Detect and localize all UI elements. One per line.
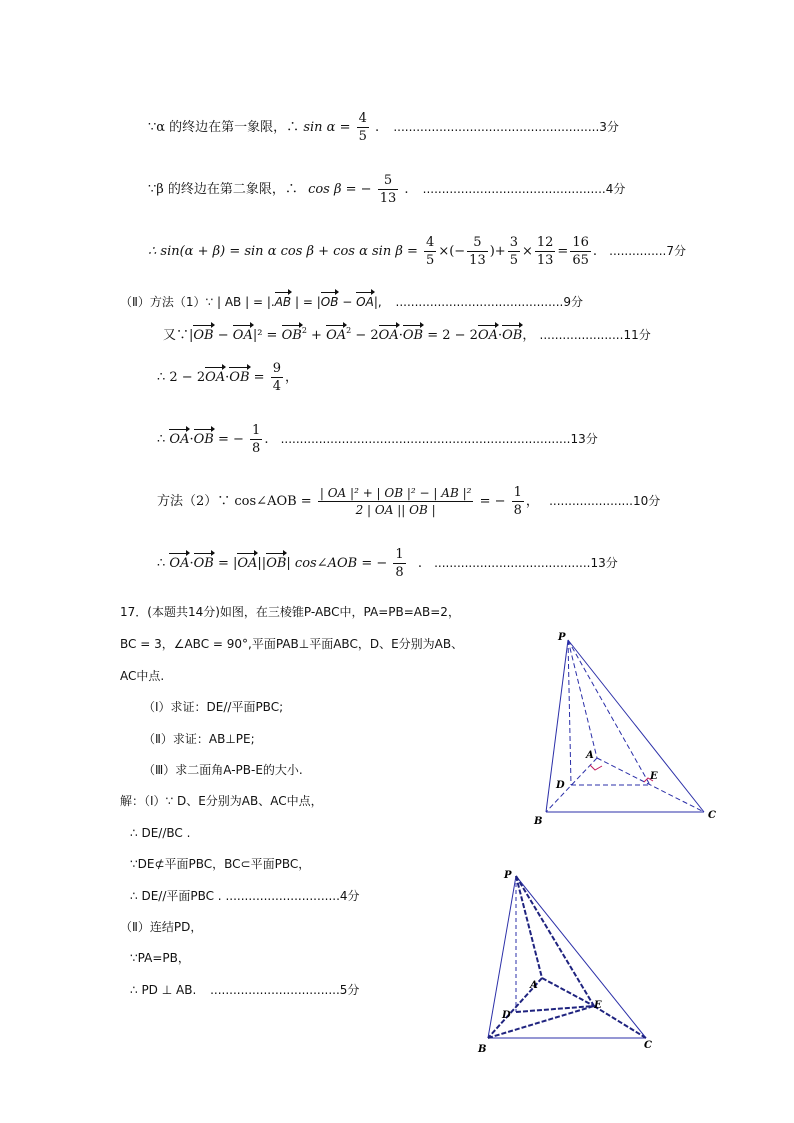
label-c: C: [708, 810, 716, 821]
method1-line4: ∴ OA·OB = − $\frac{1}{8}$ . ............................................................................13分: [157, 423, 598, 456]
problem17-q3: （Ⅲ）求二面角A-PB-E的大小.: [143, 763, 303, 777]
dot-leader: ................................................: [422, 182, 606, 196]
problem17-line1: 17．(本题共14分)如图，在三棱锥P-ABC中，PA=PB=AB=2，: [120, 605, 460, 619]
vector-ab: AB: [274, 295, 292, 309]
score: 7分: [666, 244, 687, 258]
solution-line-cos-beta: ∵β 的终边在第二象限，∴ cos β = − $\frac{5}{13}$ . ................................................4分: [148, 173, 626, 206]
dot-leader: ......................: [539, 328, 624, 342]
score: 10分: [633, 494, 661, 508]
label-c: C: [644, 1040, 652, 1051]
label-b: B: [534, 816, 543, 827]
score: 5分: [339, 983, 360, 997]
label-e: E: [650, 771, 658, 782]
score: 9分: [563, 295, 583, 309]
score: 4分: [339, 889, 360, 903]
sin-expr: sin α =: [303, 120, 351, 135]
solution17-s5: （Ⅱ）连结PD，: [120, 920, 203, 934]
dot-leader: ............................................................................: [280, 432, 571, 446]
tetrahedron-figure-2: [470, 866, 670, 1056]
method2-line2: ∴ OA·OB = |OA||OB| cos∠AOB = − $\frac{1}{8}$ . .........................................13分: [157, 547, 618, 580]
dot-leader: .........................................: [434, 556, 591, 570]
dot-leader: ......................................................: [393, 120, 600, 134]
solution17-s4: ∴ DE//平面PBC . ..............................4分: [130, 889, 360, 903]
problem17-q2: （Ⅱ）求证：AB⊥PE;: [143, 732, 255, 746]
label-d: D: [556, 780, 565, 791]
label-a: A: [586, 750, 594, 761]
score: 11分: [623, 328, 651, 342]
cond-text: ∵α 的终边在第一象限，∴: [148, 120, 300, 135]
edge-pd: [568, 640, 571, 785]
edge-ec: [594, 1006, 646, 1038]
solution17-s3: ∵DE⊄平面PBC，BC⊂平面PBC，: [130, 857, 311, 871]
method1-line1: （Ⅱ）方法（1）∵ | AB | = |.AB | = |OB − OA|, ............................................9分: [120, 295, 583, 309]
label-p: P: [558, 632, 566, 643]
dot-leader: ......................: [549, 494, 633, 508]
edge-pa: [516, 876, 542, 978]
score: 13分: [590, 556, 618, 570]
method1-line3: ∴ 2 − 2OA·OB = $\frac{9}{4}$ ，: [157, 361, 298, 394]
solution-line-sin-alpha: ∵α 的终边在第一象限，∴ sin α = $\frac{4}{5}$ . ......................................................3分: [148, 111, 619, 144]
method1-line2: 又∵|OB − $OA|^2 = OB^2 + OA^2 - 2OA\cdot OB = 2 - 2OA\cdot OB$， ......................11分: [163, 326, 651, 343]
method2-line1: 方法（2）∵ cos∠AOB = $\frac{\text{| OA |² + | OB |² − | AB |²}}{2 | OA || OB |}$ = − $\frac{1}{8}$ ， ......................10分: [157, 485, 661, 518]
problem17-q1: （Ⅰ）求证：DE//平面PBC;: [143, 700, 284, 714]
edge-pc: [568, 640, 704, 812]
right-angle-mark: [590, 765, 602, 770]
dot-leader: ...............: [609, 244, 667, 258]
dot-leader: ..................................: [210, 983, 340, 997]
fraction: $\frac{5}{13}$: [379, 173, 397, 206]
label-e: E: [594, 1000, 602, 1011]
fraction: $\frac{4}{5}$: [358, 111, 367, 144]
edge-pe: [516, 876, 594, 1006]
label-b: B: [478, 1044, 487, 1055]
score: 13分: [570, 432, 598, 446]
score: 3分: [599, 120, 619, 134]
label-d: D: [502, 1010, 511, 1021]
problem17-line2: BC = 3，∠ABC = 90°,平面PAB⊥平面ABC，D、E分别为AB、: [120, 637, 464, 651]
solution17-s2: ∴ DE//BC .: [130, 826, 191, 840]
dot-leader: ............................................: [395, 295, 564, 309]
problem17-line3: AC中点.: [120, 669, 165, 683]
solution17-s1: 解：（Ⅰ）∵ D、E分别为AB、AC中点，: [120, 794, 323, 808]
solution17-s6: ∵PA=PB，: [130, 951, 190, 965]
edge-pc: [516, 876, 646, 1038]
label-p: P: [504, 870, 512, 881]
tetrahedron-figure-1: [520, 628, 730, 828]
solution17-s7: ∴ PD ⊥ AB. ..................................5分: [130, 983, 360, 997]
edge-pe: [568, 640, 650, 785]
label-a: A: [530, 980, 538, 991]
dot-leader: ..............................: [225, 889, 340, 903]
solution-line-sin-sum: ∴ sin(α + β) = sin α cos β + cos α sin β = $\frac{4}{5}$ ×(− $\frac{5}{13}$ )+ $\frac{3}{5}$ × $\frac{12}{13}$ = $\frac{16}{65}$ . ...............7分: [148, 235, 687, 268]
score: 4分: [605, 182, 626, 196]
